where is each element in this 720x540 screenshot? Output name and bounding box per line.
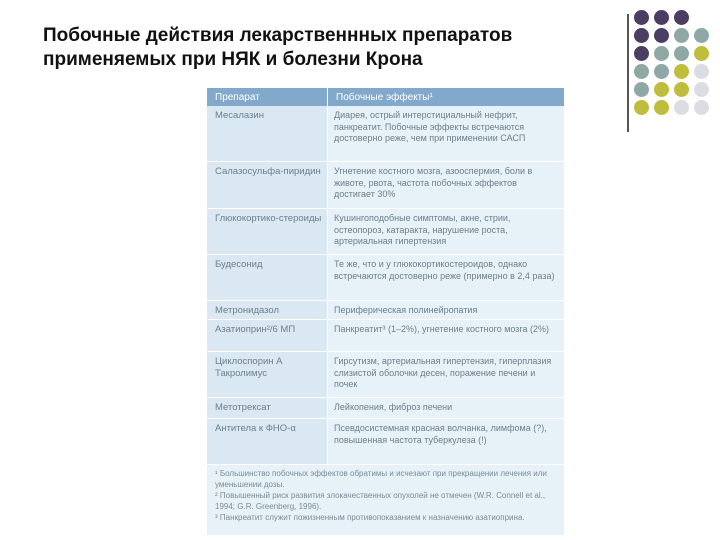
drug-cell: Метронидазол [207,301,327,319]
drug-cell: Глюкокортико-стероиды [207,209,327,254]
dot-icon [634,10,649,25]
table-row [207,398,564,419]
table-row [207,209,564,255]
dot-icon [694,28,709,43]
dot-icon [694,64,709,79]
table-row [207,162,564,209]
drug-cell: Будесонид [207,255,327,300]
drug-cell: Салазосульфа-пиридин [207,162,327,208]
effects-cell: Те же, что и у глюкокортикостероидов, однако встречаются достоверно реже (примерно в 2,4 раза) [327,255,564,300]
footnote: ¹ Большинство побочных эффектов обратимы и исчезают при прекращении лечения или уменьшении дозы. [215,469,547,489]
effects-cell: Диарея, острый интерстициальный нефрит, панкреатит. Побочные эффекты встречаются достоверно реже, чем при применении САСП [327,106,564,161]
dot-icon [634,100,649,115]
table-row [207,320,564,352]
dot-icon [674,10,689,25]
side-effects-table [207,88,564,535]
dot-icon [674,82,689,97]
footnote: ³ Панкреатит служит пожизненным противопоказанием к назначению азатиоприна. [215,513,525,522]
footnote: ² Повышенный риск развития злокачественных опухолей не отмечен (W.R. Connell et al., 1994; G.R. Greenberg, 1996). [215,491,546,511]
table-footnotes [207,465,564,524]
dot-icon [674,28,689,43]
effects-cell: Угнетение костного мозга, азооспермия, боли в животе, рвота, частота побочных эффектов достигает 30% [327,162,564,208]
dot-icon [674,100,689,115]
slide-title: Побочные действия лекарственнных препаратов применяемых при НЯК и болезни Крона [43,25,513,70]
effects-cell: Псевдосистемная красная волчанка, лимфома (?), повышенная частота туберкулеза (!) [327,419,564,464]
dot-icon [654,28,669,43]
drug-cell: Метотрексат [207,398,327,418]
effects-cell: Панкреатит³ (1–2%), угнетение костного мозга (2%) [327,320,564,351]
dot-icon [654,100,669,115]
dot-icon [634,64,649,79]
dot-icon [654,64,669,79]
drug-cell: Азатиоприн²/6 МП [207,320,327,351]
dot-icon [634,46,649,61]
table-row [207,255,564,301]
dot-icon [634,82,649,97]
dot-icon [634,28,649,43]
dot-icon [654,46,669,61]
table-row [207,106,564,162]
divider-line [627,14,629,132]
dot-icon [694,82,709,97]
dot-icon [654,82,669,97]
table-row [207,301,564,320]
dot-icon [674,46,689,61]
drug-cell: Циклоспорин А Такролимус [207,352,327,397]
table-row [207,419,564,465]
table-row [207,352,564,398]
drug-cell: Антитела к ФНО-α [207,419,327,464]
dot-icon [694,46,709,61]
effects-cell: Лейкопения, фиброз печени [327,398,564,418]
dot-icon [674,64,689,79]
effects-cell: Кушингоподобные симптомы, акне, стрии, остеопороз, катаракта, нарушение роста, артериальная гипертензия [327,209,564,254]
table-header [207,88,564,106]
dot-icon [654,10,669,25]
drug-cell: Месалазин [207,106,327,161]
header-effects: Побочные эффекты¹ [327,88,564,106]
effects-cell: Гирсутизм, артериальная гипертензия, гиперплазия слизистой оболочки десен, поражение печени и почек [327,352,564,397]
header-drug: Препарат [215,91,260,103]
dot-icon [694,100,709,115]
effects-cell: Периферическая полинейропатия [327,301,564,319]
